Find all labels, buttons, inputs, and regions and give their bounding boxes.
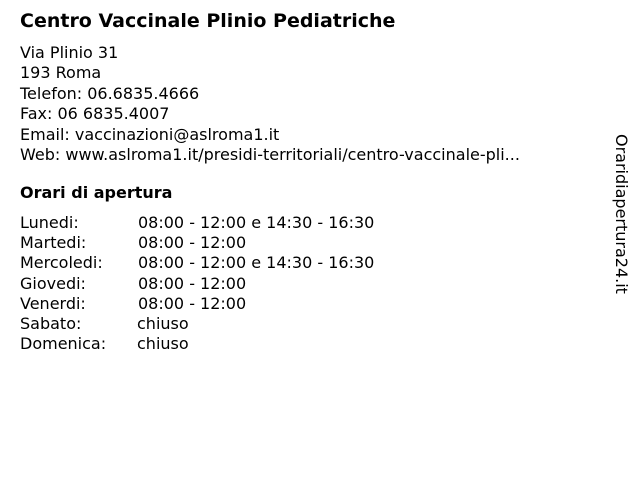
phone-number: Telefon: 06.6835.4666 (20, 83, 200, 103)
fax-number: Fax: 06 6835.4007 (20, 104, 170, 124)
day-label: Martedi: (20, 233, 87, 253)
time-value: 08:00 - 12:00 e 14:30 - 16:30 (138, 213, 375, 232)
time-value: 08:00 - 12:00 (138, 233, 247, 253)
address-street: Via Plinio 31 (20, 43, 119, 62)
contact-info (20, 43, 520, 165)
page-title: Centro Vaccinale Plinio Pediatriche (20, 10, 396, 32)
day-label: Domenica: (20, 334, 107, 354)
time-value: 08:00 - 12:00 e 14:30 - 16:30 (138, 253, 375, 273)
day-label: Venerdi: (20, 293, 86, 313)
opening-hours-heading: Orari di apertura (20, 183, 173, 202)
day-label: Lunedi: (20, 213, 79, 232)
site-watermark: Oraridiapertura24.it (612, 134, 631, 294)
day-label: Sabato: (20, 313, 82, 333)
day-label: Mercoledi: (20, 253, 103, 273)
email-address: Email: vaccinazioni@aslroma1.it (20, 124, 280, 144)
time-value: chiuso (137, 313, 189, 333)
time-value: chiuso (137, 334, 189, 354)
time-value: 08:00 - 12:00 (138, 293, 247, 313)
website-link[interactable]: Web: www.aslroma1.it/presidi-territoriali/centro-vaccinale-pli... (20, 145, 520, 165)
day-label: Giovedi: (20, 273, 86, 293)
time-value: 08:00 - 12:00 (138, 273, 247, 293)
address-city: 193 Roma (20, 63, 102, 83)
